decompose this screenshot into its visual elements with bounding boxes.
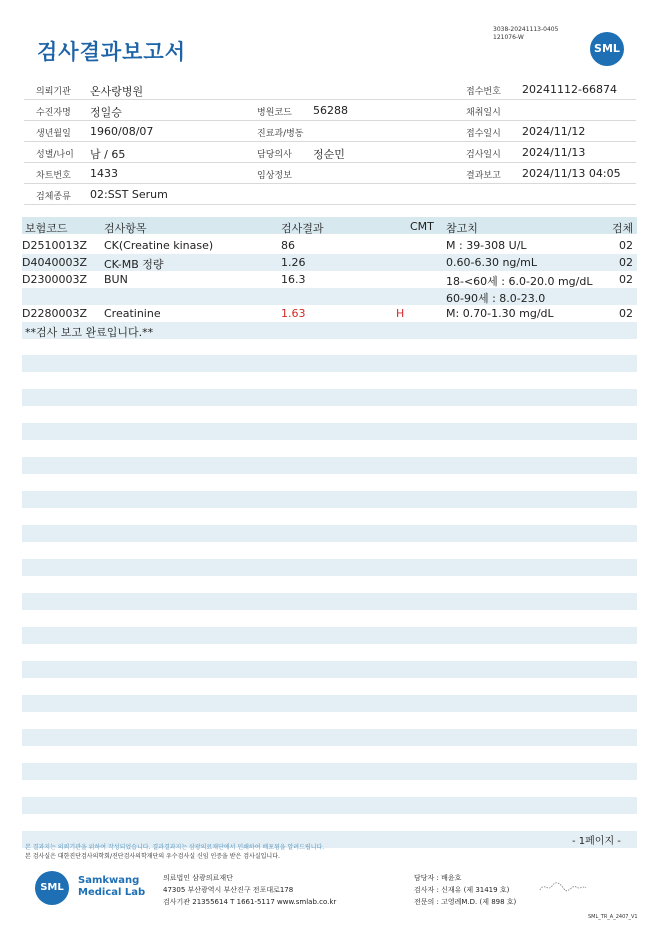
dept-label: 진료과/병동 [257, 129, 304, 139]
requester-label: 의뢰기관 [36, 87, 71, 97]
table-row [22, 288, 637, 305]
empty-row-stripe [22, 491, 637, 508]
row-item: Creatinine [104, 307, 161, 320]
row-specimen: 02 [619, 256, 633, 269]
signature-icon [538, 880, 588, 894]
report-date-label: 결과보고 [466, 171, 501, 181]
info-row-specimen [24, 184, 636, 205]
table-row [22, 271, 637, 288]
collect-date-label: 채취일시 [466, 108, 501, 118]
empty-row-stripe [22, 627, 637, 644]
specimen-value: 02:SST Serum [90, 188, 168, 201]
form-code: SML_TR_A_2407_V1 [588, 914, 638, 920]
row-result: 86 [281, 239, 295, 252]
chart-label: 차트번호 [36, 171, 71, 181]
patient-label: 수진자명 [36, 108, 71, 118]
info-row-birth [24, 121, 636, 142]
footer-notice-distribution: 본 결과지는 의뢰기관을 위하여 작성되었습니다. 결과결과지는 삼광의료재단에서 인쇄하여 배포됨을 알려드립니다. [25, 844, 325, 851]
empty-row-stripe [22, 593, 637, 610]
row-ref: M: 0.70-1.30 mg/dL [446, 307, 554, 320]
birth-label: 생년월일 [36, 129, 71, 139]
col-header-cmt: CMT [410, 220, 434, 233]
empty-row-stripe [22, 423, 637, 440]
row-item: CK-MB 정량 [104, 258, 164, 271]
report-title: 검사결과보고서 [37, 40, 187, 64]
empty-row-stripe [22, 355, 637, 372]
receipt-no-label: 접수번호 [466, 87, 501, 97]
address-line1: 의료법인 삼광의료재단 [163, 874, 233, 882]
sex-age-label: 성별/나이 [36, 150, 74, 160]
info-row-sex-age [24, 142, 636, 163]
staff-line1: 담당자 : 배윤호 [414, 874, 462, 882]
table-row [22, 305, 637, 322]
row-ref: 0.60-6.30 ng/mL [446, 256, 537, 269]
footer-address [163, 872, 336, 908]
page-number: - 1페이지 - [572, 836, 621, 847]
empty-row-stripe [22, 457, 637, 474]
requester-value: 온사랑병원 [90, 85, 144, 98]
clinical-label: 임상정보 [257, 171, 292, 181]
chart-value: 1433 [90, 167, 118, 180]
test-date-value: 2024/11/13 [522, 146, 586, 159]
sml-logo: SML [590, 32, 624, 66]
brand-line1: Samkwang [78, 875, 140, 886]
brand-line2: Medical Lab [78, 887, 146, 898]
col-header-ref: 참고치 [446, 222, 478, 235]
row-code: D2280003Z [22, 307, 87, 320]
report-date-value: 2024/11/13 04:05 [522, 167, 621, 180]
empty-row-stripe [22, 797, 637, 814]
receipt-no-value: 20241112-66874 [522, 83, 617, 96]
empty-row-stripe [22, 559, 637, 576]
empty-row-stripe [22, 763, 637, 780]
address-line2: 47305 부산광역시 부산진구 전포대로178 [163, 886, 294, 894]
col-header-result: 검사결과 [281, 222, 324, 235]
info-row-chart [24, 163, 636, 184]
col-header-item: 검사항목 [104, 222, 147, 235]
empty-row-stripe [22, 525, 637, 542]
receipt-date-value: 2024/11/12 [522, 125, 586, 138]
report-complete-row [22, 322, 637, 339]
empty-row-stripe [22, 389, 637, 406]
table-row [22, 254, 637, 271]
info-row-requester [24, 79, 636, 100]
specimen-label: 검체종류 [36, 192, 71, 202]
footer-brand [78, 875, 145, 899]
row-ref: 60-90세 : 8.0-23.0 [446, 292, 546, 305]
test-date-label: 검사일시 [466, 150, 501, 160]
report-complete-note: **검사 보고 완료입니다.** [25, 326, 154, 339]
empty-row-stripe [22, 661, 637, 678]
row-code: D2510013Z [22, 239, 87, 252]
patient-value: 정일승 [90, 106, 122, 119]
row-ref: 18-<60세 : 6.0-20.0 mg/dL [446, 275, 593, 288]
row-code: D2300003Z [22, 273, 87, 286]
hospital-code-value: 56288 [313, 104, 348, 117]
document-id-line2: 121076-W [493, 34, 524, 41]
col-header-code: 보험코드 [25, 222, 68, 235]
row-item: BUN [104, 273, 128, 286]
receipt-date-label: 접수일시 [466, 129, 501, 139]
address-line3: 검사기관 21355614 T 1661-5117 www.smlab.co.kr [163, 898, 337, 906]
row-cmt: H [396, 307, 405, 320]
row-code: D4040003Z [22, 256, 87, 269]
row-ref: M : 39-308 U/L [446, 239, 527, 252]
doctor-value: 정순민 [313, 148, 345, 161]
birth-value: 1960/08/07 [90, 125, 154, 138]
footer-sml-logo: SML [35, 871, 69, 905]
document-id-line1: 3038-20241113-0405 [493, 26, 559, 33]
col-header-specimen: 검체 [612, 222, 634, 235]
doctor-label: 담당의사 [257, 150, 292, 160]
sex-age-value: 남 / 65 [90, 148, 126, 161]
row-specimen: 02 [619, 239, 633, 252]
results-table-header [22, 217, 637, 234]
empty-row-stripe [22, 729, 637, 746]
row-specimen: 02 [619, 273, 633, 286]
staff-line3: 전문의 : 고영례M.D. (제 898 호) [414, 898, 517, 906]
row-item: CK(Creatine kinase) [104, 239, 214, 252]
hospital-code-label: 병원코드 [257, 108, 292, 118]
row-result: 1.63 [281, 307, 306, 320]
row-specimen: 02 [619, 307, 633, 320]
row-result: 1.26 [281, 256, 306, 269]
staff-line2: 검사자 : 신재유 (제 31419 호) [414, 886, 510, 894]
empty-row-stripe [22, 695, 637, 712]
footer-notice-certification: 본 검사실은 대한진단검사의학회/진단검사의학재단의 우수검사실 신임 인증을 받은 검사실입니다. [25, 853, 280, 860]
table-row [22, 237, 637, 254]
info-row-patient [24, 100, 636, 121]
row-result: 16.3 [281, 273, 306, 286]
footer-staff [414, 872, 516, 908]
document-id [493, 26, 558, 42]
